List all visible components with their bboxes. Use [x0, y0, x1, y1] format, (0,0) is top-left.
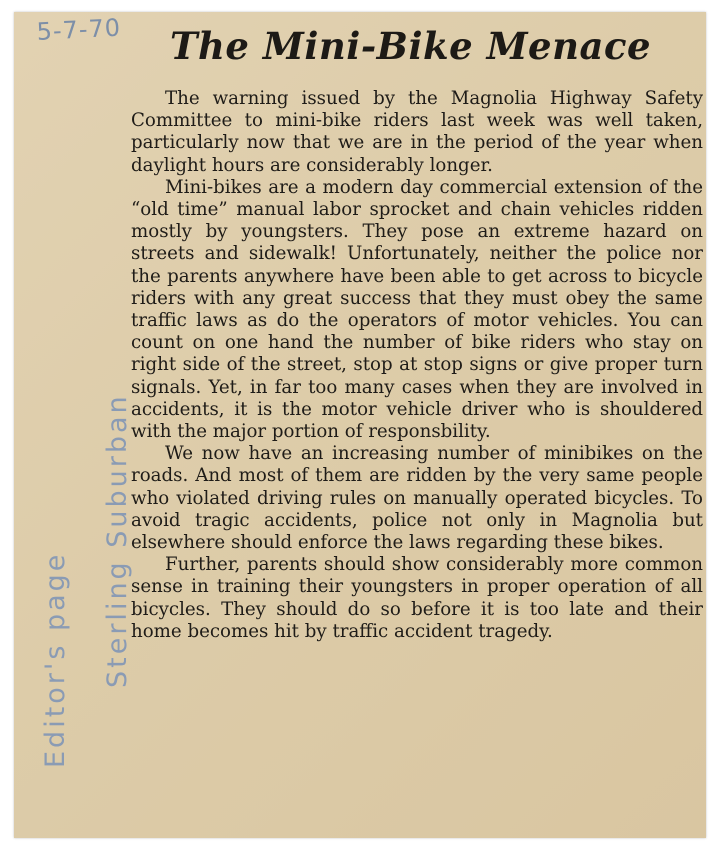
paragraph-1: The warning issued by the Magnolia Highway Safety Committee to mini-bike riders last week was well taken, particularly now that we are in the period of the year when daylight hours are considerably longer.: [131, 88, 703, 176]
paragraph-2: Mini-bikes are a modern day commercial extension of the “old time” manual labor sprocket and chain vehicles ridden mostly by youngsters. They pose an extreme hazard on streets and sidewalk! Unfortunately, neither the police nor the parents anywhere have been able to get across to bicycle riders with any great success that they must obey the same traffic laws as do the operators of motor vehicles. You can count on one hand the number of bike riders who stay on right side of the street, stop at stop signs or give proper turn signals. Yet, in far too many cases when they are involved in accidents, it is the motor vehicle driver who is shouldered with the major portion of responsbility.: [131, 176, 703, 443]
paragraph-4: Further, parents should show considerably more common sense in training their youngsters in proper operation of all bicycles. They should do so before it is too late and their home becomes hit by traffic accident tragedy.: [131, 554, 703, 642]
handwritten-note-sterling-suburban: Sterling Suburban: [102, 393, 133, 688]
article-body: [131, 88, 703, 643]
handwritten-note-editors-page: Editor's page: [40, 551, 71, 768]
headline: The Mini-Bike Menace: [170, 24, 652, 68]
newspaper-clipping: [14, 12, 706, 838]
paragraph-3: We now have an increasing number of minibikes on the roads. And most of them are ridden by the very same people who violated driving rules on manually operated bicycles. To avoid tragic accidents, police not only in Magnolia but elsewhere should enforce the laws regarding these bikes.: [131, 443, 703, 554]
handwritten-date: 5-7-70: [36, 13, 122, 46]
